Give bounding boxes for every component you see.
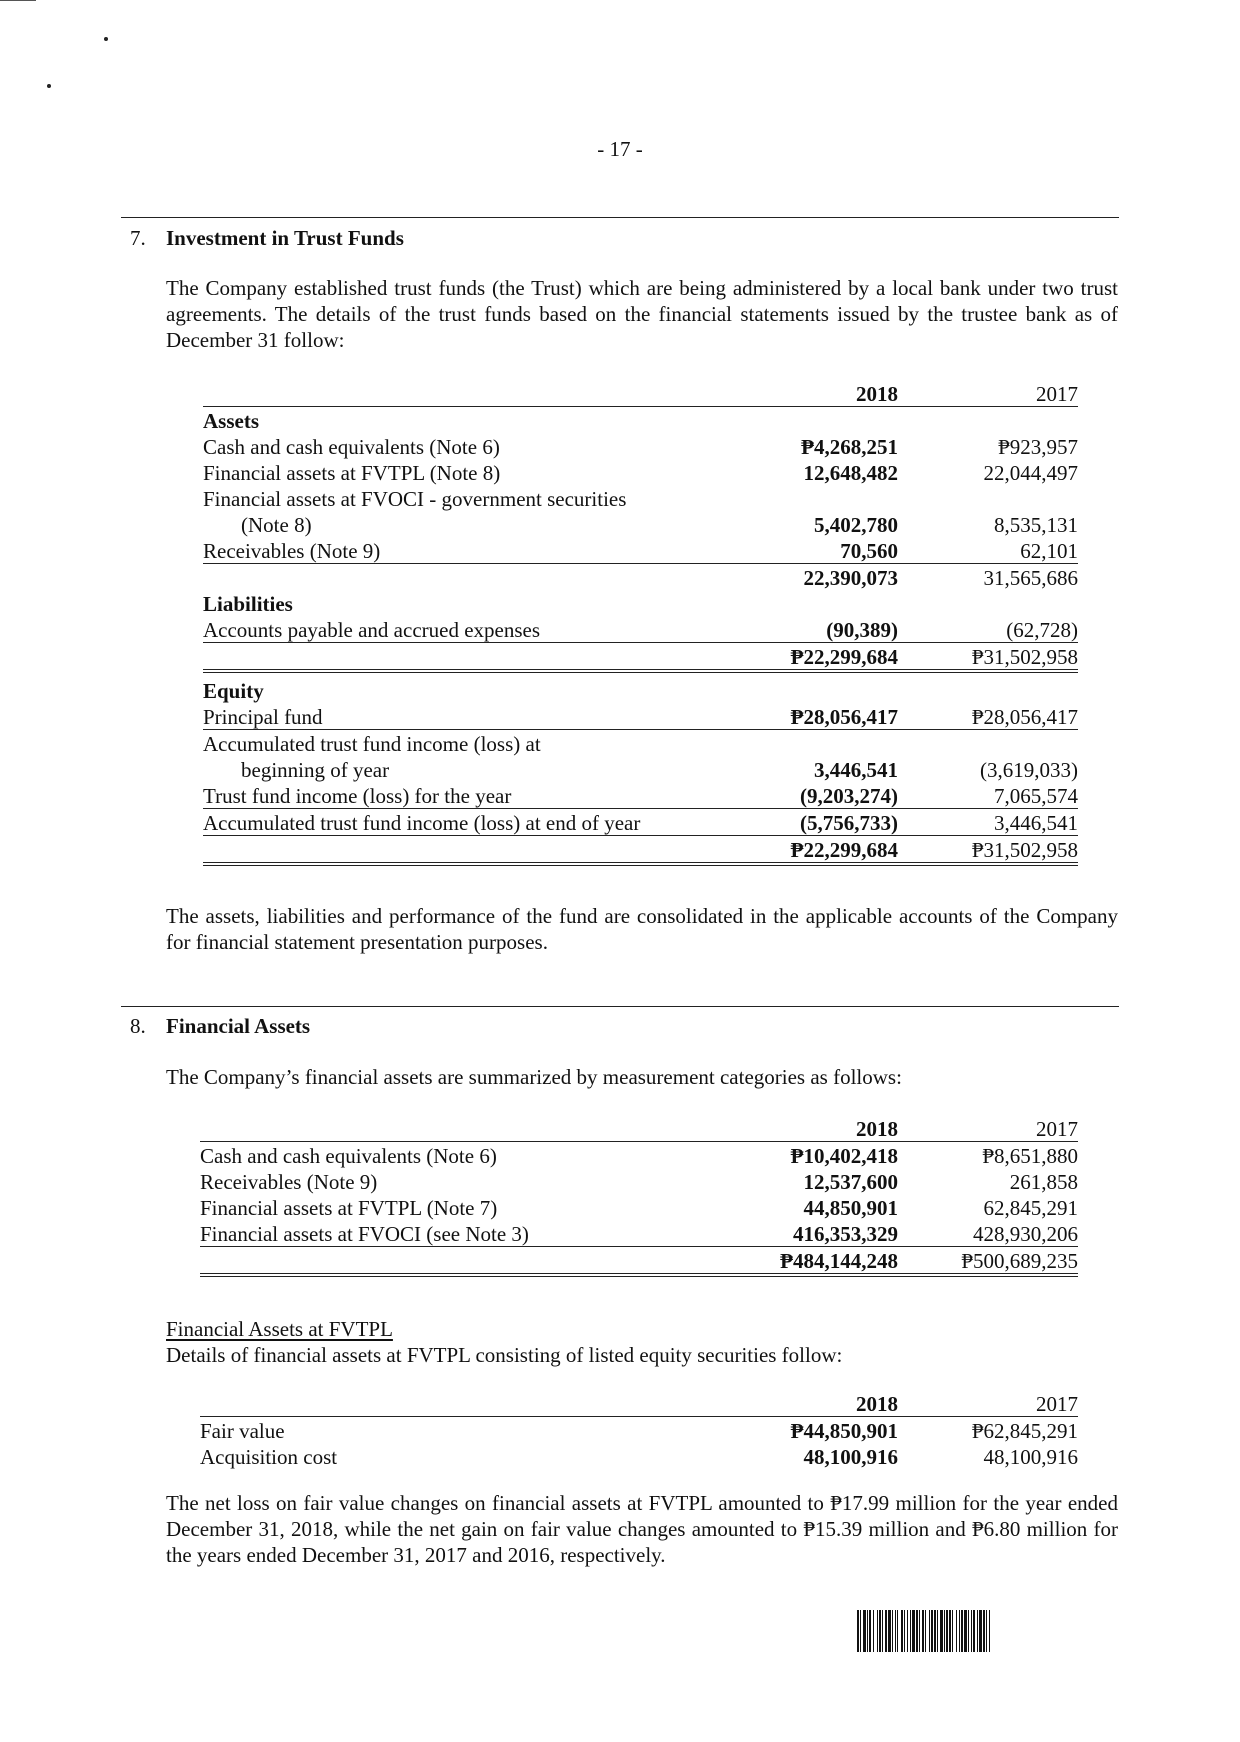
section-8-closing: The net loss on fair value changes on financial assets at FVTPL amounted to ₱17.99 million for the year ended December 31, 2018, while the net gain on fair value changes amounted to ₱15.39 million and ₱6.80 million for the years ended December 31, 2017 and 2016, respectively. <box>166 1491 1118 1567</box>
barcode-image <box>857 1610 1112 1652</box>
scan-edge-mark <box>0 0 36 1</box>
table-row: (Note 8) 5,402,780 8,535,131 <box>241 513 1078 537</box>
liabilities-heading: Liabilities <box>203 592 293 616</box>
table-row: Principal fund ₱28,056,417 ₱28,056,417 <box>203 705 1078 729</box>
section-number: 7. <box>130 226 146 250</box>
col-2017-header: 2017 <box>908 1115 1078 1142</box>
equity-heading: Equity <box>203 679 264 703</box>
assets-heading: Assets <box>203 409 259 433</box>
table-row: Financial assets at FVTPL (Note 7) 44,850,901 62,845,291 <box>200 1196 1078 1220</box>
table-row: Accounts payable and accrued expenses (90,389) (62,728) <box>203 618 1078 642</box>
section-7-intro: The Company established trust funds (the Trust) which are being administered by a local bank under two trust agreements. The details of the trust funds based on the financial statements issued by the trustee bank as of December 31 follow: <box>166 276 1118 352</box>
table-row: Accumulated trust fund income (loss) at end of year (5,756,733) 3,446,541 <box>203 809 1078 836</box>
table-row: Fair value ₱44,850,901 ₱62,845,291 <box>200 1419 1078 1443</box>
table-row: Financial assets at FVOCI (see Note 3) 416,353,329 428,930,206 <box>200 1222 1078 1246</box>
table-row: Accumulated trust fund income (loss) at <box>203 732 541 756</box>
col-2017-header: 2017 <box>908 380 1078 407</box>
section-8-intro: The Company’s financial assets are summarized by measurement categories as follows: <box>166 1065 902 1089</box>
table-header-row <box>203 380 1078 407</box>
equity-total-row: ₱22,299,684 ₱31,502,958 <box>203 836 1078 865</box>
section-title: Investment in Trust Funds <box>166 226 404 250</box>
table-row: Cash and cash equivalents (Note 6) ₱4,268,251 ₱923,957 <box>203 435 1078 459</box>
col-2018-header: 2018 <box>748 1115 898 1142</box>
fvtpl-intro: Details of financial assets at FVTPL consisting of listed equity securities follow: <box>166 1343 843 1367</box>
table-header-row <box>200 1115 1078 1142</box>
table-row: Receivables (Note 9) 12,537,600 261,858 <box>200 1170 1078 1194</box>
table-row <box>203 671 1078 703</box>
table-row: Trust fund income (loss) for the year (9,203,274) 7,065,574 <box>203 784 1078 808</box>
financial-assets-table <box>200 1115 1078 1277</box>
table-row: Receivables (Note 9) 70,560 62,101 <box>203 539 1078 563</box>
trust-funds-table <box>203 380 1078 866</box>
section-7-closing: The assets, liabilities and performance of the fund are consolidated in the applicable accounts of the Company for financial statement presentation purposes. <box>166 904 1118 954</box>
table-row: Financial assets at FVTPL (Note 8) 12,648,482 22,044,497 <box>203 461 1078 485</box>
col-2017-header: 2017 <box>908 1390 1078 1417</box>
table-row: Financial assets at FVOCI - government securities <box>203 487 627 511</box>
table-row <box>203 407 1078 434</box>
scan-speck <box>104 37 108 41</box>
table-header-row <box>200 1390 1078 1417</box>
section-7-heading <box>130 225 404 251</box>
net-assets-row: ₱22,299,684 ₱31,502,958 <box>203 643 1078 672</box>
table-row <box>203 590 1078 616</box>
total-row: ₱484,144,248 ₱500,689,235 <box>200 1247 1078 1276</box>
section-title: Financial Assets <box>166 1014 311 1038</box>
col-2018-header: 2018 <box>748 1390 898 1417</box>
fvtpl-table <box>200 1390 1078 1469</box>
section-divider <box>121 1006 1119 1007</box>
section-divider <box>121 217 1119 218</box>
col-2018-header: 2018 <box>748 380 898 407</box>
table-row: Acquisition cost 48,100,916 48,100,916 <box>200 1445 1078 1469</box>
fvtpl-subtitle: Financial Assets at FVTPL <box>166 1317 393 1341</box>
scan-speck <box>47 84 51 88</box>
section-number: 8. <box>130 1014 146 1038</box>
table-row: beginning of year 3,446,541 (3,619,033) <box>241 758 1078 782</box>
page-number: - 17 - <box>597 137 643 161</box>
table-row: Cash and cash equivalents (Note 6) ₱10,402,418 ₱8,651,880 <box>200 1144 1078 1168</box>
section-8-heading <box>130 1013 310 1039</box>
assets-total-row: 22,390,073 31,565,686 <box>803 566 1078 590</box>
